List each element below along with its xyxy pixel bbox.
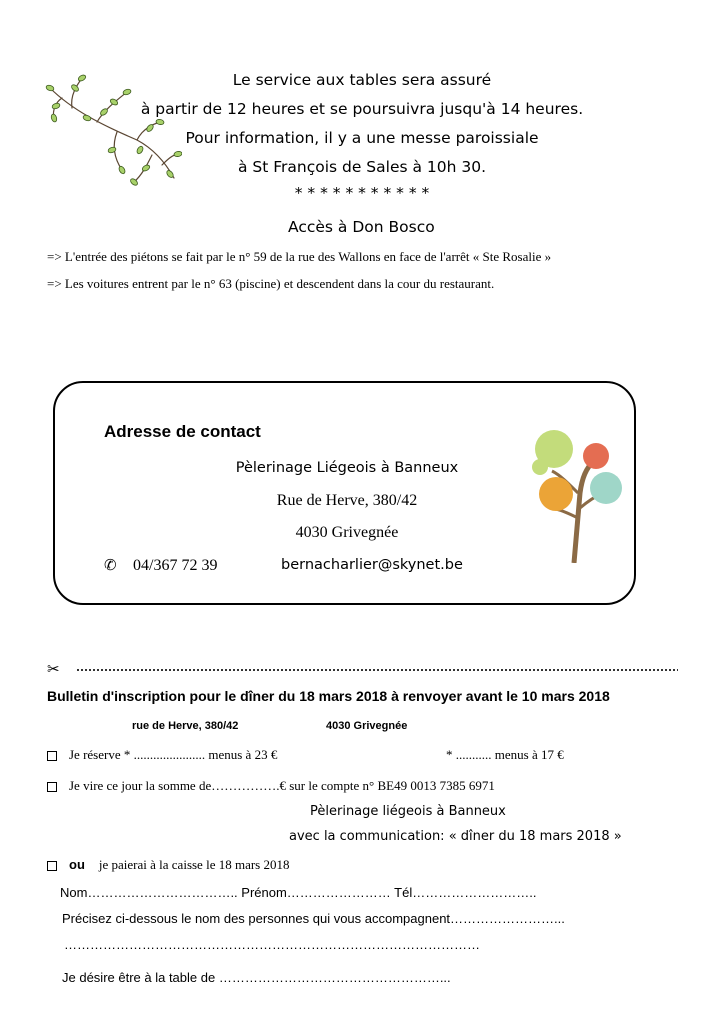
- transfer-checkbox[interactable]: [47, 782, 57, 792]
- stars-divider: * * * * * * * * * * *: [294, 184, 430, 202]
- contact-email[interactable]: bernacharlier@skynet.be: [281, 557, 463, 573]
- companions-field[interactable]: Précisez ci-dessous le nom des personnes qui vous accompagnent……………………...: [62, 911, 565, 926]
- intro-line-1: Le service aux tables sera assuré: [232, 71, 492, 89]
- form-address-street: rue de Herve, 380/42: [132, 720, 239, 732]
- form-address-city: 4030 Grivegnée: [326, 720, 408, 732]
- reserve-17-text: * ........... menus à 17 €: [446, 747, 564, 762]
- transfer-row: [47, 778, 495, 794]
- transfer-text: Je vire ce jour la somme de…………….€ sur le compte n° BE49 0013 7385 6971: [69, 778, 495, 793]
- phone-icon: ✆: [104, 557, 117, 574]
- cash-text: je paierai à la caisse le 18 mars 2018: [98, 857, 290, 872]
- companions-line[interactable]: ……………………………………………………………………………………: [64, 937, 480, 952]
- communication-text: avec la communication: « dîner du 18 mars 2018 »: [289, 829, 622, 844]
- or-label: ou: [69, 857, 85, 872]
- cash-checkbox[interactable]: [47, 861, 57, 871]
- contact-phone: 04/367 72 39: [133, 557, 218, 574]
- cash-row: [47, 857, 289, 873]
- reserve-23-text: Je réserve * ...................... menus à 23 €: [69, 747, 278, 762]
- scissors-icon: ✂: [47, 661, 60, 678]
- contact-city: 4030 Grivegnée: [295, 524, 399, 541]
- tree-illustration: [528, 423, 628, 563]
- access-pedestrians: => L'entrée des piétons se fait par le n° 59 de la rue des Wallons en face de l'arrêt « Ste Rosalie »: [47, 249, 552, 264]
- access-cars: => Les voitures entrent par le n° 63 (piscine) et descendent dans la cour du restaurant.: [47, 276, 495, 291]
- name-field[interactable]: Nom…………………………….. Prénom…………………… Tél………………………..: [60, 885, 537, 900]
- intro-line-4: à St François de Sales à 10h 30.: [237, 158, 487, 176]
- contact-org: Pèlerinage Liégeois à Banneux: [235, 460, 459, 476]
- reserve-checkbox[interactable]: [47, 751, 57, 761]
- contact-street: Rue de Herve, 380/42: [276, 492, 418, 509]
- beneficiary-text: Pèlerinage liégeois à Banneux: [310, 804, 506, 819]
- intro-line-3: Pour information, il y a une messe paroissiale: [185, 129, 539, 147]
- form-title: Bulletin d'inscription pour le dîner du 18 mars 2018 à renvoyer avant le 10 mars 2018: [47, 688, 610, 704]
- reserve-row: [47, 747, 277, 763]
- contact-title: Adresse de contact: [104, 422, 261, 441]
- table-preference-field[interactable]: Je désire être à la table de ……………………………………………...: [62, 970, 451, 985]
- intro-line-2: à partir de 12 heures et se poursuivra jusqu'à 14 heures.: [140, 100, 584, 118]
- cut-line: [76, 669, 678, 671]
- access-title: Accès à Don Bosco: [288, 218, 435, 236]
